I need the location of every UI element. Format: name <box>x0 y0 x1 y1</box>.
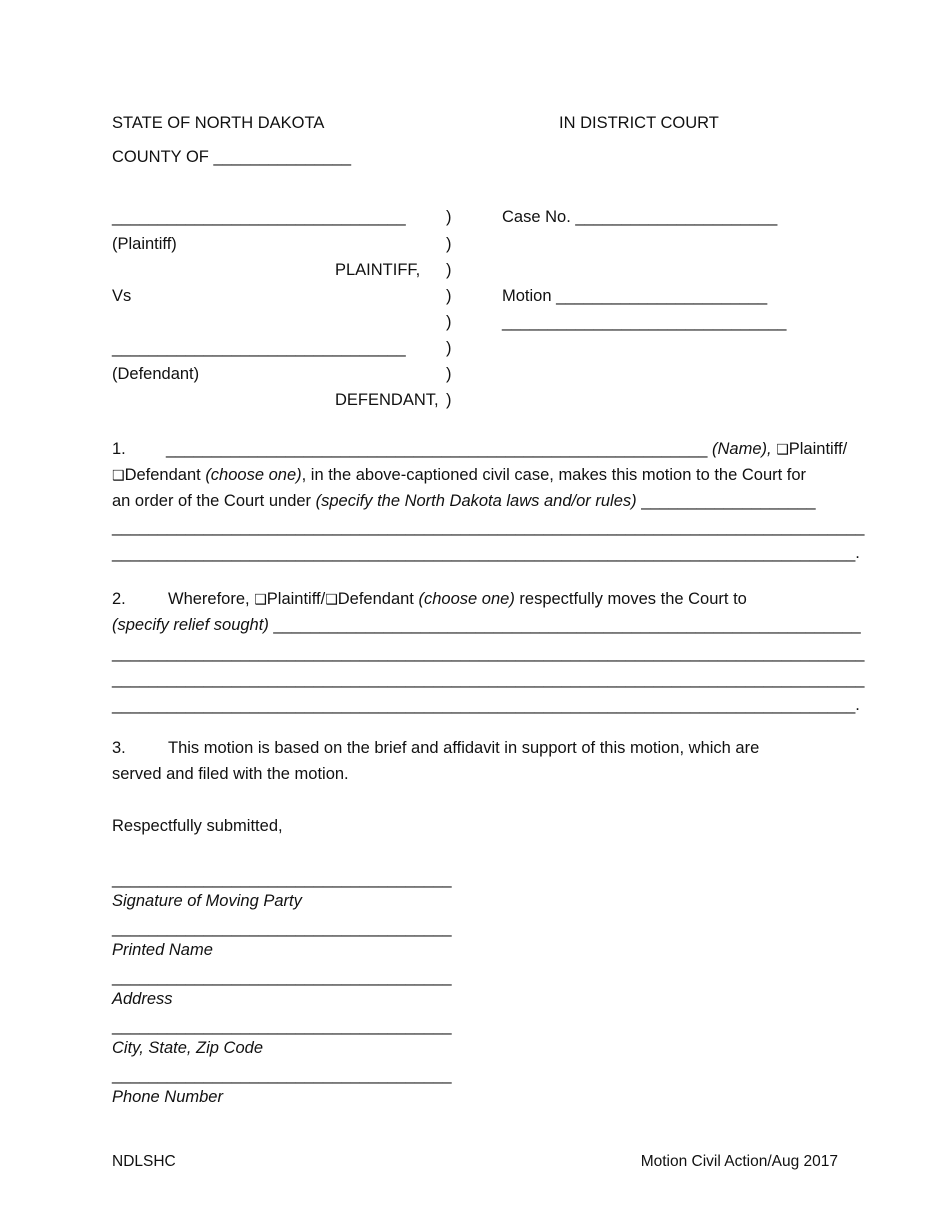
checkbox-icon: ❑ <box>325 592 338 608</box>
paragraph-number: 1. <box>112 440 126 458</box>
paragraph-text: Wherefore, <box>168 590 250 608</box>
phone-line: _____________________________________ <box>112 1066 452 1084</box>
fill-line: _________________________________________________________________________________. <box>112 696 860 714</box>
plaintiff-option: Plaintiff/ <box>788 440 848 458</box>
paragraph-line <box>112 615 861 635</box>
paragraph-line <box>166 439 848 460</box>
phone-label: Phone Number <box>112 1088 223 1106</box>
fill-blank: ___________________ <box>641 492 816 510</box>
city-state-zip-label: City, State, Zip Code <box>112 1039 264 1057</box>
choose-one-note: (choose one) <box>418 590 515 608</box>
printed-name-label: Printed Name <box>112 941 213 959</box>
plaintiff-role: PLAINTIFF, <box>335 261 421 279</box>
paragraph-text: served and filed with the motion. <box>112 765 349 783</box>
specify-note: (specify relief sought) <box>112 616 269 634</box>
paragraph-number: 3. <box>112 739 126 757</box>
caption-paren: ) <box>446 235 452 253</box>
state-heading: STATE OF NORTH DAKOTA <box>112 114 325 132</box>
paragraph-line <box>112 465 806 486</box>
defendant-option: Defendant <box>124 466 201 484</box>
caption-paren: ) <box>446 313 452 331</box>
fill-line: __________________________________________________________________________________ <box>112 644 865 662</box>
plaintiff-label: (Plaintiff) <box>112 235 177 253</box>
plaintiff-option: Plaintiff/ <box>266 590 326 608</box>
city-state-zip-line: _____________________________________ <box>112 1017 452 1035</box>
caption-paren: ) <box>446 339 452 357</box>
fill-blank: ________________________________________________________________ <box>273 616 861 634</box>
paragraph-line <box>112 491 816 511</box>
address-line: _____________________________________ <box>112 968 452 986</box>
closing-text: Respectfully submitted, <box>112 817 283 835</box>
paragraph-number: 2. <box>112 590 126 608</box>
caption-paren: ) <box>446 391 452 409</box>
caption-paren: ) <box>446 261 452 279</box>
defendant-role: DEFENDANT, <box>335 391 439 409</box>
address-label: Address <box>112 990 173 1008</box>
footer-right: Motion Civil Action/Aug 2017 <box>640 1153 838 1170</box>
paragraph-text: , in the above-captioned civil case, makes this motion to the Court for <box>301 466 807 484</box>
caption-paren: ) <box>446 365 452 383</box>
defendant-option: Defendant <box>337 590 414 608</box>
fill-line: __________________________________________________________________________________ <box>112 518 865 536</box>
signature-line: _____________________________________ <box>112 870 452 888</box>
county-field: COUNTY OF _______________ <box>112 148 352 166</box>
checkbox-icon: ❑ <box>776 442 789 458</box>
fill-line: _________________________________________________________________________________. <box>112 544 860 562</box>
footer-left: NDLSHC <box>112 1153 176 1170</box>
checkbox-icon: ❑ <box>112 468 125 484</box>
paragraph-text: respectfully moves the Court to <box>519 590 747 608</box>
paragraph-line <box>168 589 747 610</box>
choose-one-note: (choose one) <box>205 466 302 484</box>
versus-label: Vs <box>112 287 132 305</box>
case-number-field: Case No. ______________________ <box>502 208 778 226</box>
plaintiff-name-line: ________________________________ <box>112 208 406 226</box>
fill-line: __________________________________________________________________________________ <box>112 670 865 688</box>
printed-name-line: _____________________________________ <box>112 919 452 937</box>
motion-field: Motion _______________________ <box>502 287 768 305</box>
defendant-name-line: ________________________________ <box>112 339 406 357</box>
caption-paren: ) <box>446 208 452 226</box>
paragraph-text: an order of the Court under <box>112 492 312 510</box>
name-label: (Name), <box>712 440 772 458</box>
name-blank: ___________________________________________________________ <box>166 440 708 458</box>
checkbox-icon: ❑ <box>254 592 267 608</box>
court-heading: IN DISTRICT COURT <box>559 114 719 132</box>
caption-paren: ) <box>446 287 452 305</box>
paragraph-text: This motion is based on the brief and affidavit in support of this motion, which are <box>168 739 760 757</box>
specify-note: (specify the North Dakota laws and/or rules) <box>315 492 637 510</box>
signature-label: Signature of Moving Party <box>112 892 302 910</box>
motion-field-line2: _______________________________ <box>502 313 787 331</box>
defendant-label: (Defendant) <box>112 365 200 383</box>
